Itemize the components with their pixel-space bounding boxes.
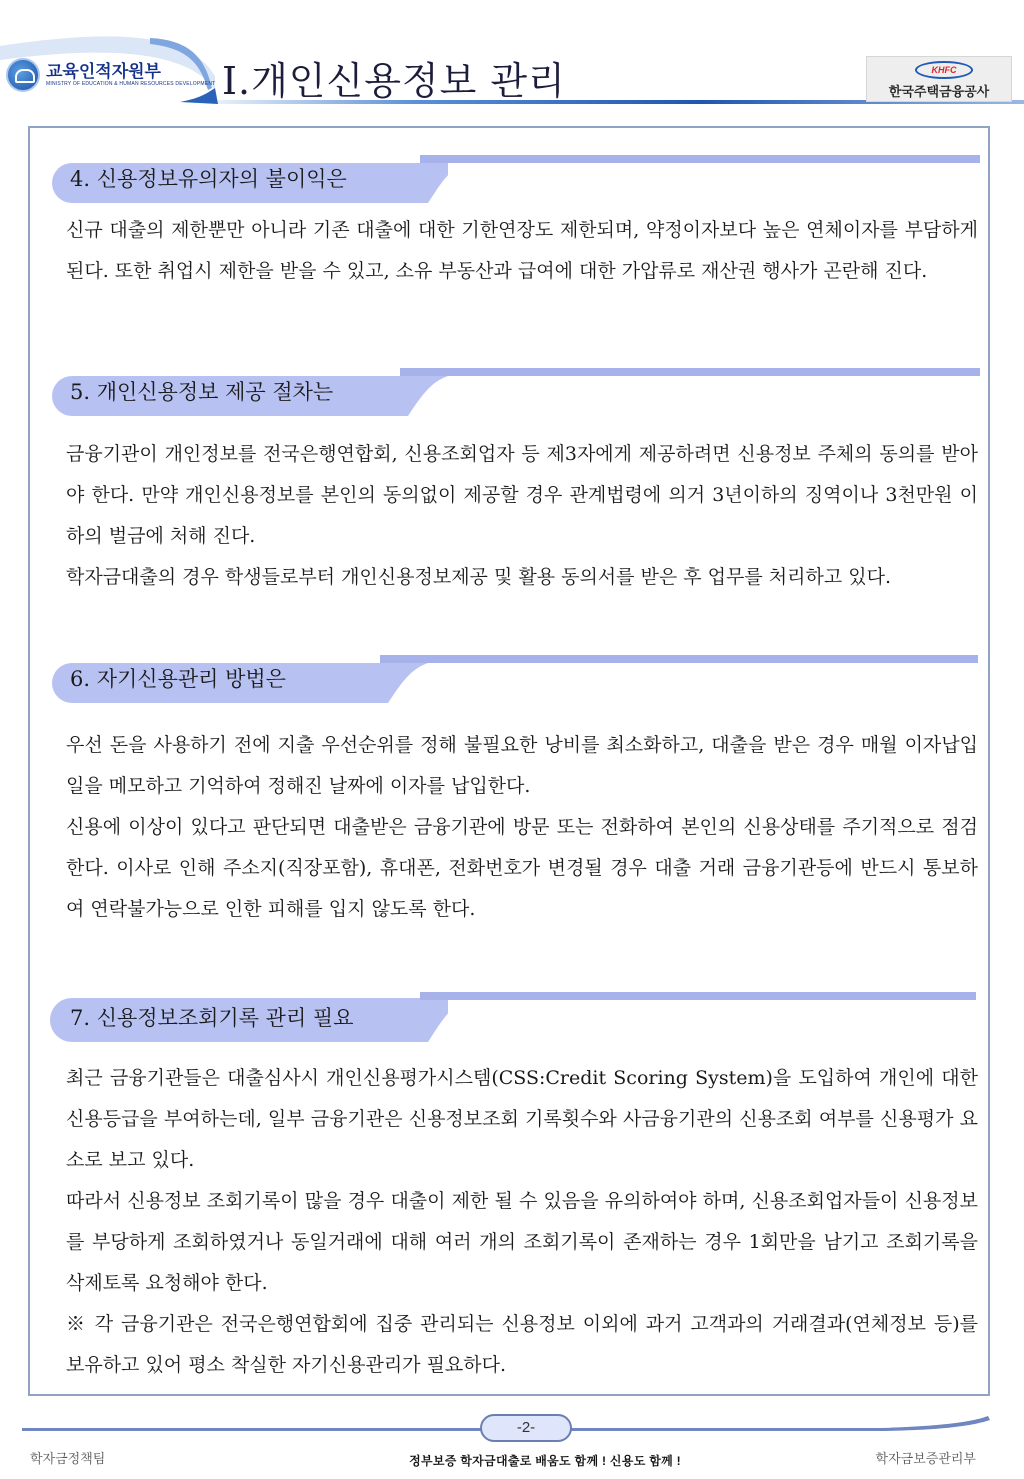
footer-right-text: 학자금보증관리부 (875, 1451, 976, 1466)
section-body (66, 434, 978, 598)
section-title: 7. 신용정보조회기록 관리 필요 (70, 1006, 354, 1030)
section-title: 6. 자기신용관리 방법은 (70, 667, 286, 691)
footer-slogan: 정부보증 학자금대출로 배움도 함께 ! 신용도 함께 ! (409, 1454, 681, 1468)
paragraph: 신규 대출의 제한뿐만 아니라 기존 대출에 대한 기한연장도 제한되며, 약정이자보다 높은 연체이자를 부담하게 된다. 또한 취업시 제한을 받을 수 있고, 소유 부동산과 급여에 대한 가압류로 재산권 행사가 곤란해 진다. (66, 219, 978, 282)
paragraph: ※ 각 금융기관은 전국은행연합회에 집중 관리되는 신용정보 이외에 과거 고객과의 거래결과(연체정보 등)를 보유하고 있어 평소 착실한 자기신용관리가 필요하다. (66, 1313, 978, 1376)
khfc-logo (866, 56, 1012, 102)
section-heading-line (420, 155, 980, 165)
paragraph: 금융기관이 개인정보를 전국은행연합회, 신용조회업자 등 제3자에게 제공하려면 신용정보 주체의 동의를 받아야 한다. 만약 개인신용정보를 본인의 동의없이 제공할 경우 관계법령에 의거 3년이하의 징역이나 3천만원 이하의 벌금에 처해 진다. (66, 443, 978, 547)
paragraph: 신용에 이상이 있다고 판단되면 대출받은 금융기관에 방문 또는 전화하여 본인의 신용상태를 주기적으로 점검한다. 이사로 인해 주소지(직장포함), 휴대폰, 전화번호가 변경될 경우 대출 거래 금융기관등에 반드시 통보하여 연락불가능으로 인한 피해를 입지 않도록 한다. (66, 816, 978, 920)
section-title: 5. 개인신용정보 제공 절차는 (70, 380, 334, 404)
paragraph: 우선 돈을 사용하기 전에 지출 우선순위를 정해 불필요한 낭비를 최소화하고, 대출을 받은 경우 매월 이자납입일을 메모하고 기억하여 정해진 날짜에 이자를 납입한다. (66, 734, 978, 797)
footer-left-text: 학자금정책팀 (30, 1451, 106, 1466)
ministry-name: 교육인적자원부 (46, 62, 161, 81)
ministry-logo (6, 58, 215, 92)
section-body (66, 1058, 978, 1386)
paragraph: 따라서 신용정보 조회기록이 많을 경우 대출이 제한 될 수 있음을 유의하여야 하며, 신용조회업자들이 신용정보를 부당하게 조회하였거나 동일거래에 대해 여러 개의 조회기록이 존재하는 경우 1회만을 남기고 조회기록을 삭제토록 요청해야 한다. (66, 1190, 978, 1294)
ministry-emblem-icon (6, 58, 40, 92)
khfc-mark: KHFC (915, 61, 973, 79)
paragraph: 최근 금융기관들은 대출심사시 개인신용평가시스템(CSS:Credit Scoring System)을 도입하여 개인에 대한 신용등급을 부여하는데, 일부 금융기관은 신용정보조회 기록횟수와 사금융기관의 신용조회 여부를 신용평가 요소로 보고 있다. (66, 1067, 978, 1171)
ministry-subtitle: MINISTRY OF EDUCATION & HUMAN RESOURCES DEVELOPMENT (46, 81, 216, 87)
section-body (66, 725, 978, 930)
section-title: 4. 신용정보유의자의 불이익은 (70, 167, 347, 191)
page-header (0, 0, 1024, 112)
section-body (66, 210, 978, 292)
section-heading-line (420, 992, 976, 1002)
page-title: Ⅰ.개인신용정보 관리 (222, 59, 566, 103)
page-number-badge: -2- (480, 1414, 572, 1442)
section-heading-line (400, 368, 980, 378)
paragraph: 학자금대출의 경우 학생들로부터 개인신용정보제공 및 활용 동의서를 받은 후 업무를 처리하고 있다. (66, 566, 891, 588)
khfc-name: 한국주택금융공사 (888, 84, 990, 99)
section-heading-line (380, 655, 978, 665)
